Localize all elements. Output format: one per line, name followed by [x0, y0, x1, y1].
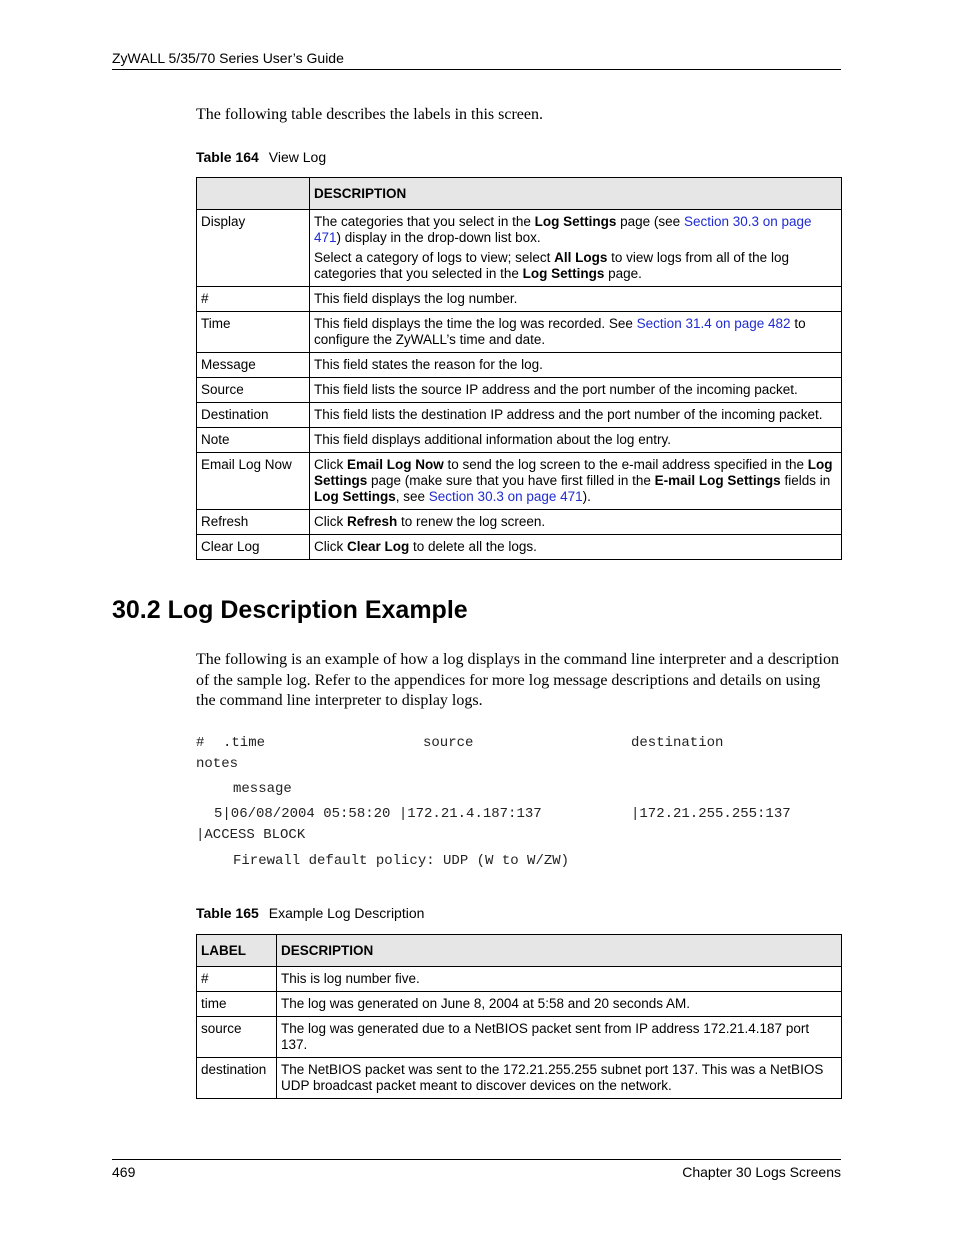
row-label: Refresh: [197, 510, 310, 535]
table-row: [197, 535, 842, 560]
table-row: [197, 967, 842, 992]
row-description: Click Refresh to renew the log screen.: [310, 510, 842, 535]
row-description: The NetBIOS packet was sent to the 172.21.255.255 subnet port 137. This was a NetBIOS UDP broadcast packet meant to discover devices on the network.: [277, 1058, 842, 1099]
code-log-message: Firewall default policy: UDP (W to W/ZW): [233, 853, 570, 869]
code-destination: destination: [631, 735, 724, 751]
table-row: [197, 378, 842, 403]
row-description: Click Email Log Now to send the log screen to the e-mail address specified in the Log Settings page (make sure that you have first filled in the E-mail Log Settings fields in Log Settings, see Section 30.3 on page 471).: [310, 453, 842, 510]
code-hash: #: [196, 735, 205, 751]
header-cell-description: DESCRIPTION: [310, 178, 842, 210]
table-165-caption: [196, 905, 424, 921]
table-row: [197, 428, 842, 453]
header-cell-description: DESCRIPTION: [277, 935, 842, 967]
header-cell-label: LABEL: [197, 935, 277, 967]
row-label: destination: [197, 1058, 277, 1099]
row-description: The log was generated on June 8, 2004 at 5:58 and 20 seconds AM.: [277, 992, 842, 1017]
table-row: [197, 510, 842, 535]
table-row: [197, 403, 842, 428]
page-footer: [112, 1159, 841, 1180]
section-link[interactable]: Section 30.3 on page 471: [428, 489, 583, 504]
code-message: message: [233, 781, 292, 797]
row-label: Message: [197, 353, 310, 378]
row-description: This is log number five.: [277, 967, 842, 992]
row-label: Destination: [197, 403, 310, 428]
code-log-note: |ACCESS BLOCK: [196, 827, 306, 843]
row-label: #: [197, 287, 310, 312]
row-label: Time: [197, 312, 310, 353]
table-row: [197, 992, 842, 1017]
code-source: source: [423, 735, 474, 751]
page-number: 469: [112, 1164, 136, 1180]
table-header-row: [197, 178, 842, 210]
row-description: This field lists the destination IP address and the port number of the incoming packet.: [310, 403, 842, 428]
table-caption-number: Table 164: [196, 149, 259, 165]
row-description: Click Clear Log to delete all the logs.: [310, 535, 842, 560]
code-log-destination: |172.21.255.255:137: [631, 806, 791, 822]
row-label: time: [197, 992, 277, 1017]
table-164-caption: [196, 149, 326, 165]
intro-text: The following table describes the labels in this screen.: [196, 106, 544, 123]
row-label: Source: [197, 378, 310, 403]
row-label: Email Log Now: [197, 453, 310, 510]
table-caption-title: Example Log Description: [268, 905, 425, 921]
view-log-table: [196, 177, 842, 560]
table-caption-number: Table 165: [196, 905, 259, 921]
table-row: [197, 287, 842, 312]
chapter-title: Chapter 30 Logs Screens: [682, 1164, 841, 1180]
table-header-row: [197, 935, 842, 967]
row-label: Clear Log: [197, 535, 310, 560]
section-link[interactable]: Section 31.4 on page 482: [636, 316, 791, 331]
row-description: This field displays the time the log was recorded. See Section 31.4 on page 482 to configure the ZyWALL’s time and date.: [310, 312, 842, 353]
table-row: [197, 1058, 842, 1099]
table-row: [197, 353, 842, 378]
running-header: ZyWALL 5/35/70 Series User’s Guide: [112, 50, 841, 70]
code-notes: notes: [196, 756, 239, 772]
row-description: The log was generated due to a NetBIOS packet sent from IP address 172.21.4.187 port 137.: [277, 1017, 842, 1058]
row-description: This field displays the log number.: [310, 287, 842, 312]
body-paragraph: The following is an example of how a log displays in the command line interpreter and a description of the sample log. Refer to the appendices for more log message descriptions and details on using the command line interpreter to display logs.: [196, 651, 839, 709]
header-cell-label: [197, 178, 310, 210]
example-log-table: [196, 934, 842, 1099]
row-label: source: [197, 1017, 277, 1058]
table-caption-title: View Log: [268, 149, 327, 165]
row-description: This field states the reason for the log.: [310, 353, 842, 378]
table-row: [197, 1017, 842, 1058]
row-description: This field lists the source IP address and the port number of the incoming packet.: [310, 378, 842, 403]
row-label: Note: [197, 428, 310, 453]
section-link[interactable]: Section 30.3 on page 471: [314, 214, 812, 245]
table-row: [197, 312, 842, 353]
row-label: #: [197, 967, 277, 992]
row-description: This field displays additional information about the log entry.: [310, 428, 842, 453]
table-row: [197, 210, 842, 287]
code-time: .time: [223, 735, 266, 751]
row-description: The categories that you select in the Log Settings page (see Section 30.3 on page 471) display in the drop-down list box. Select a category of logs to view; select All Logs to view logs from all of the log categories that you selected in the Log Settings page.: [310, 210, 842, 287]
table-row: [197, 453, 842, 510]
section-heading: 30.2 Log Description Example: [112, 596, 468, 624]
code-log-entry: 5|06/08/2004 05:58:20 |172.21.4.187:137: [214, 806, 542, 822]
row-label: Display: [197, 210, 310, 287]
